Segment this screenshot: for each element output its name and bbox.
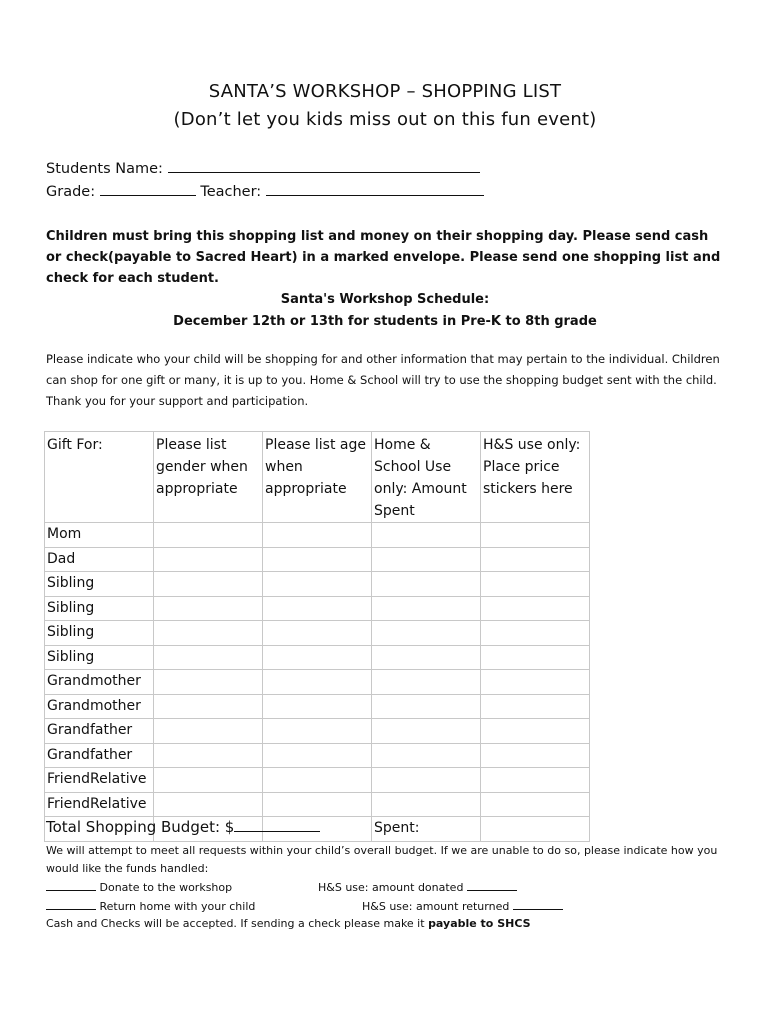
gift-for-cell: Grandmother (45, 694, 154, 719)
entry-cell[interactable] (263, 596, 372, 621)
gift-for-cell: Grandfather (45, 743, 154, 768)
entry-cell[interactable] (154, 645, 263, 670)
returned-field[interactable] (513, 898, 563, 910)
entry-cell[interactable] (263, 523, 372, 548)
donated-line (318, 879, 517, 894)
gift-for-cell: Grandfather (45, 719, 154, 744)
entry-cell[interactable] (481, 768, 590, 793)
entry-cell[interactable] (372, 792, 481, 817)
teacher-label: Teacher: (200, 184, 262, 200)
returned-line (362, 898, 563, 913)
table-row (45, 743, 590, 768)
header-gift-for: Gift For: (45, 432, 154, 523)
entry-cell[interactable] (481, 645, 590, 670)
entry-cell[interactable] (372, 596, 481, 621)
header-gender: Please list gender when appropriate (154, 432, 263, 523)
entry-cell[interactable] (372, 645, 481, 670)
entry-cell[interactable] (154, 621, 263, 646)
table-header-row (45, 432, 590, 523)
payment-payee: payable to SHCS (428, 917, 531, 930)
table-row (45, 596, 590, 621)
header-amount-spent: Home & School Use only: Amount Spent (372, 432, 481, 523)
entry-cell[interactable] (154, 572, 263, 597)
table-row (45, 523, 590, 548)
table-row (45, 621, 590, 646)
entry-cell[interactable] (372, 719, 481, 744)
student-name-field[interactable] (168, 158, 480, 173)
grade-label: Grade: (46, 184, 96, 200)
schedule-detail: December 12th or 13th for students in Pre-K to 8th grade (173, 314, 597, 329)
table-row (45, 572, 590, 597)
entry-cell[interactable] (481, 596, 590, 621)
gift-for-cell: Sibling (45, 621, 154, 646)
entry-cell[interactable] (481, 621, 590, 646)
payment-note: Cash and Checks will be accepted. If sending a check please make it (46, 917, 425, 930)
entry-cell[interactable] (372, 670, 481, 695)
entry-cell[interactable] (154, 768, 263, 793)
entry-cell[interactable] (481, 792, 590, 817)
table-row (45, 670, 590, 695)
entry-cell[interactable] (263, 572, 372, 597)
total-budget-line (46, 818, 320, 836)
entry-cell[interactable] (481, 523, 590, 548)
table-row (45, 694, 590, 719)
grade-field[interactable] (100, 181, 196, 196)
entry-cell[interactable] (263, 645, 372, 670)
entry-cell[interactable] (154, 596, 263, 621)
gift-for-cell: FriendRelative (45, 768, 154, 793)
entry-cell[interactable] (154, 547, 263, 572)
entry-cell[interactable] (263, 743, 372, 768)
donated-field[interactable] (467, 879, 517, 891)
entry-cell[interactable] (372, 768, 481, 793)
entry-cell[interactable] (263, 768, 372, 793)
return-option-line (46, 898, 255, 913)
entry-cell[interactable] (154, 792, 263, 817)
budget-field[interactable] (234, 818, 320, 832)
entry-cell[interactable] (481, 694, 590, 719)
table-row (45, 547, 590, 572)
table-row (45, 719, 590, 744)
teacher-field[interactable] (266, 181, 484, 196)
page-title: SANTA’S WORKSHOP – SHOPPING LIST (208, 81, 562, 102)
entry-cell[interactable] (263, 792, 372, 817)
donate-option-label: Donate to the workshop (99, 881, 233, 894)
page-subtitle: (Don’t let you kids miss out on this fun event) (173, 109, 597, 130)
gift-for-cell: Sibling (45, 596, 154, 621)
entry-cell[interactable] (154, 523, 263, 548)
gift-for-cell: Dad (45, 547, 154, 572)
table-row (45, 768, 590, 793)
entry-cell[interactable] (481, 743, 590, 768)
entry-cell[interactable] (372, 621, 481, 646)
entry-cell[interactable] (372, 694, 481, 719)
header-age: Please list age when appropriate (263, 432, 372, 523)
gift-for-cell: Sibling (45, 645, 154, 670)
gift-table (44, 431, 590, 842)
header-price-stickers: H&S use only: Place price stickers here (481, 432, 590, 523)
entry-cell[interactable] (481, 547, 590, 572)
entry-cell[interactable] (263, 719, 372, 744)
gift-for-cell: Sibling (45, 572, 154, 597)
entry-cell[interactable] (154, 694, 263, 719)
donate-checkbox-line[interactable] (46, 879, 96, 891)
entry-cell[interactable] (481, 572, 590, 597)
entry-cell[interactable] (372, 547, 481, 572)
attempt-text: We will attempt to meet all requests within your child’s overall budget. If we are unable to do so, please indicate how you would like the funds handled: (46, 844, 718, 875)
entry-cell[interactable] (372, 743, 481, 768)
entry-cell[interactable] (372, 523, 481, 548)
entry-cell[interactable] (154, 670, 263, 695)
instructions-paragraph: Children must bring this shopping list and money on their shopping day. Please send cash or check(payable to Sacred Heart) in a marked envelope. Please send one shopping list and check for each student. (46, 229, 721, 286)
gift-for-cell: FriendRelative (45, 792, 154, 817)
gift-for-cell: Grandmother (45, 670, 154, 695)
grade-teacher-line (46, 181, 484, 200)
return-option-label: Return home with your child (99, 900, 256, 913)
student-name-label: Students Name: (46, 161, 163, 177)
schedule-title: Santa's Workshop Schedule: (280, 292, 490, 307)
donated-label: H&S use: amount donated (318, 881, 464, 894)
entry-cell[interactable] (154, 719, 263, 744)
entry-cell[interactable] (263, 670, 372, 695)
entry-cell[interactable] (154, 743, 263, 768)
returned-label: H&S use: amount returned (362, 900, 510, 913)
budget-label: Total Shopping Budget: $ (46, 818, 235, 836)
entry-cell[interactable] (481, 719, 590, 744)
entry-cell[interactable] (263, 694, 372, 719)
entry-cell[interactable] (481, 670, 590, 695)
entry-cell[interactable] (372, 572, 481, 597)
gift-for-cell: Mom (45, 523, 154, 548)
entry-cell[interactable] (263, 621, 372, 646)
info-paragraph: Please indicate who your child will be shopping for and other information that may pertain to the individual. Children can shop for one gift or many, it is up to you. Home & School will try to use the shopping budget sent with the child. Thank you for your support and participation. (46, 352, 720, 408)
entry-cell[interactable] (481, 817, 590, 842)
spent-label: Spent: (372, 817, 481, 842)
donate-option-line (46, 879, 232, 894)
payment-note-line (46, 917, 531, 930)
return-checkbox-line[interactable] (46, 898, 96, 910)
student-name-line (46, 158, 480, 177)
table-row (45, 645, 590, 670)
entry-cell[interactable] (263, 547, 372, 572)
table-row (45, 792, 590, 817)
